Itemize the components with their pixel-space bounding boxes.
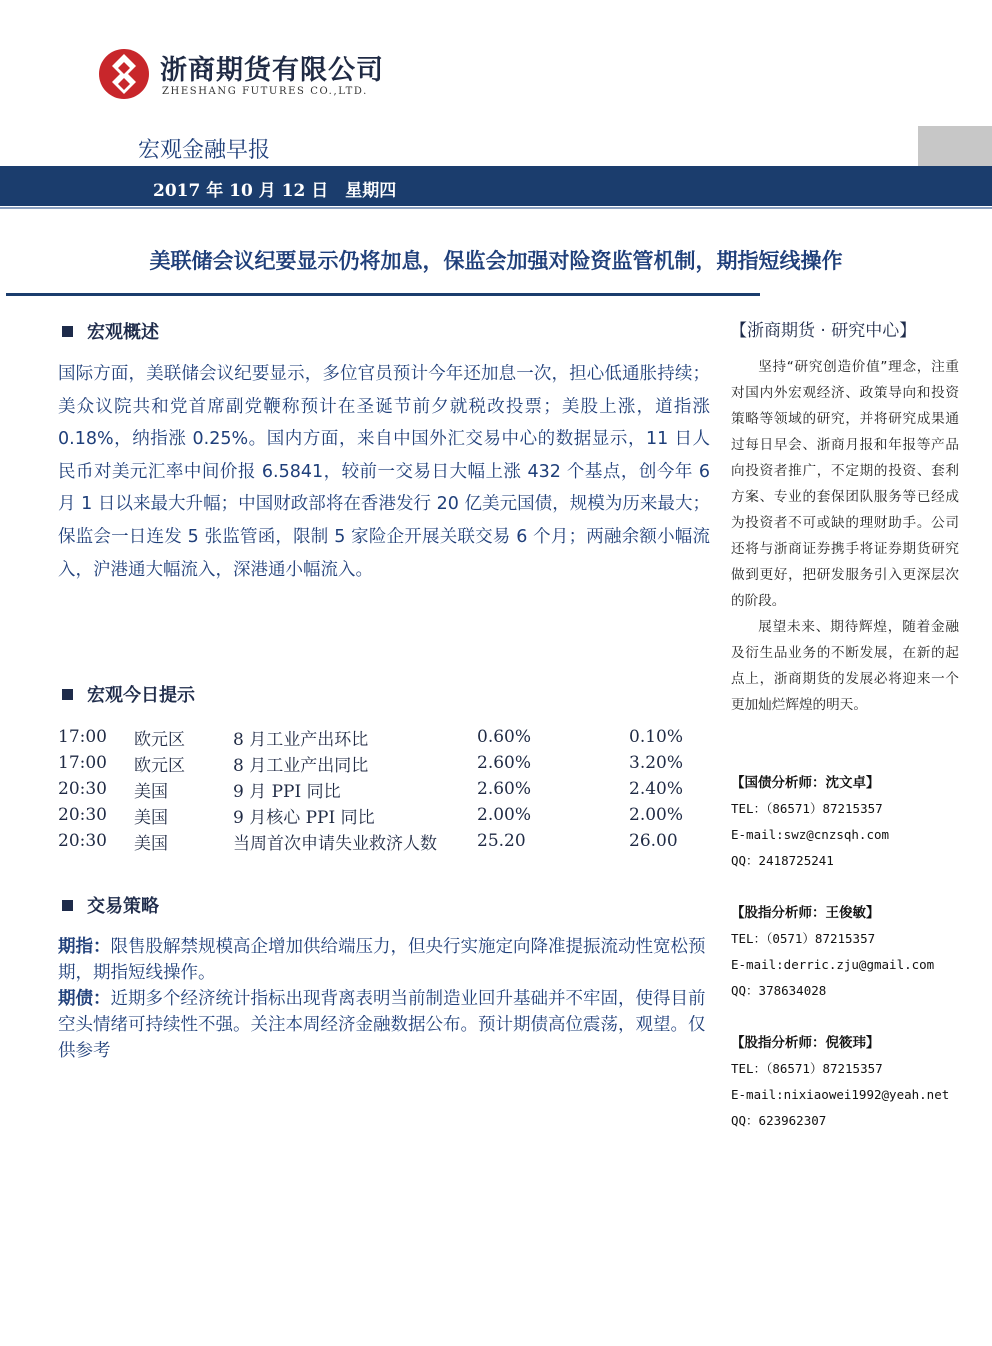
square-bullet-icon	[62, 900, 73, 911]
cal-value-2: 2.40%	[629, 779, 684, 799]
section-title-strategy	[62, 892, 159, 918]
section-title-text: 交易策略	[87, 896, 159, 917]
cal-time: 20:30	[58, 779, 107, 799]
date-bar	[0, 166, 992, 206]
cal-region: 美国	[134, 807, 168, 828]
analyst-tel: TEL：（86571）87215357	[731, 801, 883, 816]
analyst-email[interactable]: E-mail:derric.zju@gmail.com	[731, 957, 935, 972]
analyst-name: 【国债分析师：沈文卓】	[731, 775, 880, 791]
cal-event: 当周首次申请失业救济人数	[233, 833, 437, 854]
cal-event: 9 月核心 PPI 同比	[233, 807, 375, 828]
calendar-row	[58, 828, 718, 854]
analyst-qq: QQ：378634028	[731, 983, 827, 998]
section-title-text: 宏观今日提示	[87, 685, 195, 706]
cal-event: 8 月工业产出环比	[233, 729, 369, 750]
cal-value-1: 2.60%	[477, 779, 532, 799]
cal-time: 17:00	[58, 753, 107, 773]
cal-value-1: 0.60%	[477, 727, 532, 747]
sidebar-heading: 【浙商期货 · 研究中心】	[730, 321, 917, 341]
cal-time: 20:30	[58, 805, 107, 825]
headline-divider	[6, 293, 760, 296]
headline: 美联储会议纪要显示仍将加息，保监会加强对险资监管机制，期指短线操作	[149, 249, 843, 273]
cal-value-2: 26.00	[629, 831, 678, 851]
header-decoration	[918, 126, 992, 166]
section-title-overview	[62, 318, 159, 344]
report-date: 2017 年 10 月 12 日 星期四	[153, 181, 397, 201]
cal-time: 20:30	[58, 831, 107, 851]
company-name-cn: 浙商期货有限公司	[160, 55, 384, 86]
calendar-table	[58, 724, 718, 854]
strategy-block	[58, 934, 710, 1064]
cal-region: 欧元区	[134, 755, 185, 776]
analyst-card	[731, 1030, 971, 1134]
sidebar-intro	[731, 354, 959, 718]
analyst-card	[731, 900, 971, 1004]
analyst-card	[731, 770, 971, 874]
company-logo-icon	[98, 48, 150, 100]
square-bullet-icon	[62, 689, 73, 700]
overview-paragraph: 国际方面，美联储会议纪要显示，多位官员预计今年还加息一次，担心低通胀持续；美众议院共和党首席副党鞭称预计在圣诞节前夕就税改投票；美股上涨，道指涨 0.18%，纳指涨 0.25%。国内方面，来自中国外汇交易中心的数据显示，11 日人民币对美元汇率中间价报 6.5841，较前一交易日大幅上涨 432 个基点，创今年 6 月 1 日以来最大升幅；中国财政部将在香港发行 20 亿美元国债，规模为历来最大；保监会一日连发 5 张监管函，限制 5 家险企开展关联交易 6 个月；两融余额小幅流入，沪港通大幅流入，深港通小幅流入。	[58, 364, 710, 580]
cal-event: 9 月 PPI 同比	[233, 781, 341, 802]
strategy-label: 期指：	[58, 937, 111, 957]
calendar-row	[58, 724, 718, 750]
date-bar-shadow	[0, 207, 992, 209]
cal-value-2: 3.20%	[629, 753, 684, 773]
analyst-qq: QQ：623962307	[731, 1113, 827, 1128]
strategy-text: 限售股解禁规模高企增加供给端压力，但央行实施定向降准提振流动性宽松预期，期指短线操作。	[58, 937, 706, 983]
cal-value-2: 0.10%	[629, 727, 684, 747]
section-title-calendar	[62, 681, 195, 707]
calendar-row	[58, 802, 718, 828]
cal-time: 17:00	[58, 727, 107, 747]
analyst-tel: TEL：（0571）87215357	[731, 931, 876, 946]
strategy-futures-index	[58, 934, 710, 986]
sidebar-paragraph: 展望未来、期待辉煌，随着金融及衍生品业务的不断发展，在新的起点上，浙商期货的发展必将迎来一个更加灿烂辉煌的明天。	[731, 619, 959, 713]
cal-region: 美国	[134, 781, 168, 802]
report-type: 宏观金融早报	[138, 138, 271, 163]
cal-region: 欧元区	[134, 729, 185, 750]
calendar-row	[58, 776, 718, 802]
analyst-email[interactable]: E-mail:nixiaowei1992@yeah.net	[731, 1087, 950, 1102]
cal-value-1: 2.00%	[477, 805, 532, 825]
company-name-en: ZHESHANG FUTURES CO.,LTD.	[162, 86, 368, 97]
strategy-text: 近期多个经济统计指标出现背离表明当前制造业回升基础并不牢固，使得目前空头情绪可持续性不强。关注本周经济金融数据公布。预计期债高位震荡，观望。仅供参考	[58, 989, 706, 1061]
analyst-tel: TEL：（86571）87215357	[731, 1061, 883, 1076]
analyst-email[interactable]: E-mail:swz@cnzsqh.com	[731, 827, 890, 842]
section-title-text: 宏观概述	[87, 322, 159, 343]
analyst-name: 【股指分析师：倪筱玮】	[731, 1035, 880, 1051]
strategy-bond	[58, 986, 710, 1064]
calendar-row	[58, 750, 718, 776]
cal-value-1: 2.60%	[477, 753, 532, 773]
analyst-name: 【股指分析师：王俊敏】	[731, 905, 880, 921]
cal-region: 美国	[134, 833, 168, 854]
sidebar-paragraph: 坚持“研究创造价值”理念，注重对国内外宏观经济、政策导向和投资策略等领域的研究，并将研究成果通过每日早会、浙商月报和年报等产品向投资者推广，不定期的投资、套利方案、专业的套保团队服务等已经成为投资者不可或缺的理财助手。公司还将与浙商证券携手将证券期货研究做到更好，把研发服务引入更深层次的阶段。	[731, 359, 959, 609]
analyst-qq: QQ：2418725241	[731, 853, 834, 868]
square-bullet-icon	[62, 326, 73, 337]
cal-event: 8 月工业产出同比	[233, 755, 369, 776]
cal-value-2: 2.00%	[629, 805, 684, 825]
cal-value-1: 25.20	[477, 831, 526, 851]
strategy-label: 期债：	[58, 989, 111, 1009]
